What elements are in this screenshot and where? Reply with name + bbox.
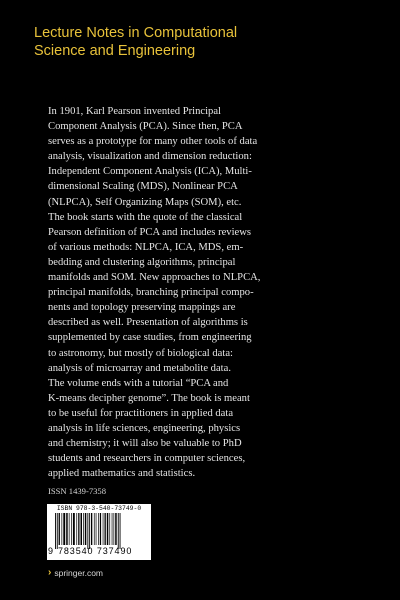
barcode-bar <box>103 513 104 545</box>
barcode-bar <box>59 513 60 545</box>
blurb-line: analysis of microarray and metabolite data. <box>48 362 231 374</box>
blurb-line: analysis, visualization and dimension reduction: <box>48 151 252 163</box>
chevron-right-icon: › <box>48 567 52 578</box>
barcode-bar <box>71 513 72 545</box>
blurb-line: Pearson definition of PCA and includes reviews <box>48 226 252 238</box>
barcode-bar <box>69 513 70 545</box>
issn-label: ISSN 1439-7358 <box>48 486 107 496</box>
blurb-line: students and researchers in computer sciences, <box>48 453 246 465</box>
blurb-line: principal manifolds, branching principal compo- <box>48 287 254 299</box>
barcode-bar <box>91 513 92 545</box>
barcode-bar <box>120 513 121 549</box>
barcode-bar <box>98 513 99 545</box>
publisher-url[interactable] <box>48 567 103 578</box>
barcode-bar <box>87 513 88 549</box>
blurb-line: and chemistry; it will also be valuable to PhD <box>48 438 242 450</box>
barcode-lead-digit: 9 <box>48 546 54 556</box>
barcode-bar <box>96 513 97 545</box>
barcode-bar <box>118 513 119 549</box>
blurb-line: serves as a prototype for many other tools of data <box>48 136 258 148</box>
barcode-bar <box>94 513 95 545</box>
barcode-bar <box>100 513 101 545</box>
barcode-bar <box>76 513 77 545</box>
blurb-line: analysis in life sciences, engineering, physics <box>48 422 241 434</box>
blurb-line: to be useful for practitioners in applied data <box>48 407 234 419</box>
barcode-bar <box>73 513 75 545</box>
series-title <box>34 24 374 60</box>
blurb-line: applied mathematics and statistics. <box>48 468 196 480</box>
blurb-line: Component Analysis (PCA). Since then, PCA <box>48 121 243 133</box>
barcode-bar <box>85 513 87 545</box>
series-title-line-1: Lecture Notes in Computational <box>34 25 238 41</box>
blurb-line: The book starts with the quote of the classical <box>48 211 243 223</box>
barcode-bar <box>81 513 83 545</box>
barcode-bar <box>57 513 58 549</box>
barcode-bar <box>114 513 115 545</box>
blurb-line: (NLPCA), Self Organizing Maps (SOM), etc. <box>48 196 242 208</box>
barcode-bar <box>109 513 110 545</box>
barcode-bar <box>55 513 56 549</box>
blurb-line: described as well. Presentation of algorithms is <box>48 317 248 329</box>
blurb-line: dimensional Scaling (MDS), Nonlinear PCA <box>48 181 238 193</box>
blurb-line: In 1901, Karl Pearson invented Principal <box>48 106 221 117</box>
barcode-bar <box>66 513 68 545</box>
barcode-bars <box>55 513 145 549</box>
blurb-line: to astronomy, but mostly of biological data: <box>48 347 233 359</box>
barcode-bar <box>115 513 117 545</box>
blurb-line: bedding and clustering algorithms, principal <box>48 256 236 268</box>
isbn-barcode <box>47 504 151 560</box>
barcode-digits: 783540 737490 <box>58 546 133 556</box>
barcode-bar <box>63 513 65 545</box>
isbn-text: ISBN 978-3-540-73749-0 <box>56 505 142 512</box>
back-cover-blurb <box>48 104 368 481</box>
barcode-bar <box>107 513 109 545</box>
blurb-line: supplemented by case studies, from engineering <box>48 332 252 344</box>
publisher-url-text: springer.com <box>54 567 104 578</box>
series-title-line-2: Science and Engineering <box>34 43 196 59</box>
barcode-bar <box>62 513 63 545</box>
barcode-bar <box>78 513 79 545</box>
blurb-line: manifolds and SOM. New approaches to NLPCA, <box>48 272 261 284</box>
blurb-line: of various methods: NLPCA, ICA, MDS, em- <box>48 241 244 253</box>
blurb-line: The volume ends with a tutorial “PCA and <box>48 377 229 389</box>
barcode-bar <box>83 513 84 545</box>
barcode-bar <box>112 513 113 545</box>
blurb-line: nents and topology preserving mappings are <box>48 302 236 314</box>
blurb-line: Independent Component Analysis (ICA), Multi- <box>48 166 252 178</box>
barcode-bar <box>89 513 90 549</box>
blurb-line: K-means decipher genome”. The book is meant <box>48 392 250 404</box>
barcode-bar <box>105 513 106 545</box>
